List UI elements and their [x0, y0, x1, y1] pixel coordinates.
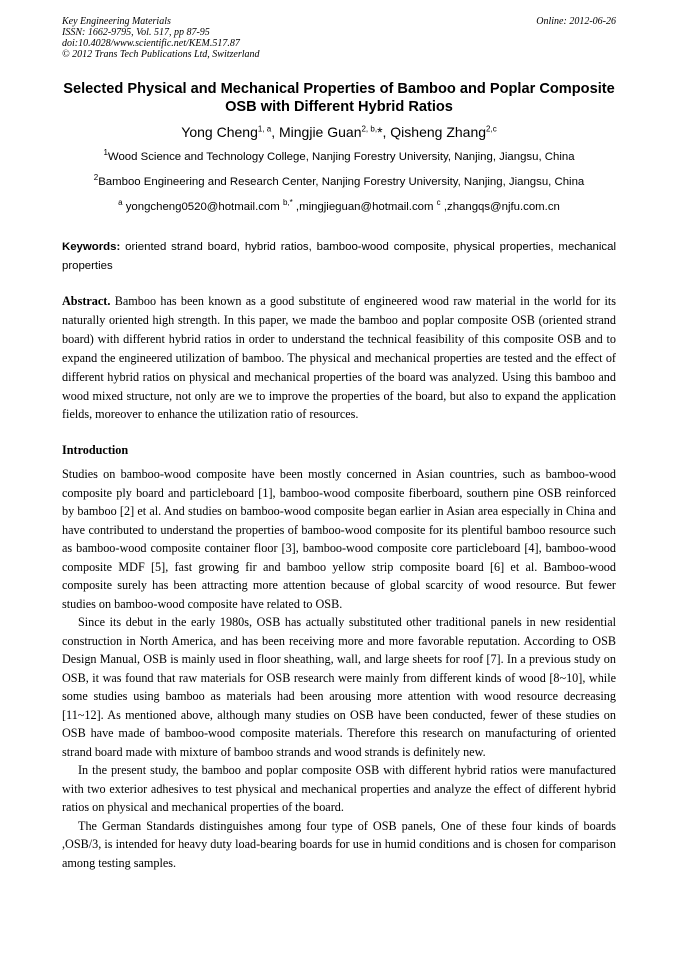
author-separator: , — [271, 124, 279, 140]
abstract-block — [62, 292, 616, 424]
keywords-block — [62, 238, 616, 276]
email-address[interactable]: ,mingjieguan@hotmail.com — [295, 201, 434, 213]
body-paragraph: In the present study, the bamboo and poplar composite OSB with different hybrid ratios were manufactured with two exterior adhesives to test physical and mechanical properties and analyze the effect of different hybrid ratios on physical and mechanical properties of the board. — [62, 763, 616, 814]
email-address[interactable]: yongcheng0520@hotmail.com — [125, 201, 280, 213]
author-name: Yong Cheng — [181, 124, 258, 140]
corresponding-star: * — [377, 124, 383, 140]
introduction-body — [62, 465, 616, 872]
abstract-text: Bamboo has been known as a good substitute of engineered wood raw material in the world for its naturally oriented high strength. In this paper, we made the bamboo and poplar composite OSB (oriented strand board) with different hybrid ratios in order to understand the technical feasibility of this composite OSB and to expand the engineered utilization of bamboo. The physical and mechanical properties are tested and the effect of different hybrid ratios on physical and mechanical properties of the board was analyzed. Using this bamboo and wood mixed structure, not only are we to improve the properties of the board, but also to expand the application fields, moreover to enhance the utilization ratio of resources. — [62, 294, 616, 422]
body-paragraph: Studies on bamboo-wood composite have been mostly concerned in Asian countries, such as bamboo-wood composite ply board and particleboard [1], bamboo-wood composite fiberboard, southern pine OSB reinforced by bamboo [2] et al. And studies on bamboo-wood composite began earlier in Asian area especially in China and have contributed to understand the properties of bamboo-wood composite for its plentiful bamboo resource such as bamboo-wood composite container floor [3], bamboo-wood composite core particleboard [4], bamboo-wood composite MDF [5], fast growing fir and bamboo yellow strip composite board [6] et al. Bamboo-wood composite surely has been attracting more attention because of global scarcity of wood resource. But fewer studies on bamboo-wood composite have related to OSB. — [62, 467, 616, 611]
paper-title: Selected Physical and Mechanical Properties of Bamboo and Poplar Composite OSB with Different Hybrid Ratios — [63, 81, 615, 115]
author-superscript: 2, b, — [361, 124, 378, 134]
online-date: Online: 2012-06-26 — [536, 16, 616, 27]
email-superscript: a — [118, 198, 123, 208]
affiliation-2 — [62, 175, 616, 189]
affiliation-superscript: 1 — [103, 148, 108, 158]
email-list — [62, 200, 616, 214]
email-address[interactable]: ,zhangqs@njfu.com.cn — [443, 201, 560, 213]
keywords-text: oriented strand board, hybrid ratios, bamboo-wood composite, physical properties, mechanical properties — [62, 241, 616, 272]
affiliation-text: Bamboo Engineering and Research Center, Nanjing Forestry University, Nanjing, Jiangsu, China — [98, 176, 585, 188]
journal-header — [62, 16, 616, 60]
body-paragraph: The German Standards distinguishes among four type of OSB panels, One of these four kinds of boards ,OSB/3, is intended for heavy duty load-bearing boards for use in humid conditions and is chosen for comparison among testing samples. — [62, 818, 616, 870]
author-superscript: 1, a — [257, 124, 272, 134]
journal-issn: ISSN: 1662-9795, Vol. 517, pp 87-95 — [62, 27, 210, 38]
body-paragraph: Since its debut in the early 1980s, OSB has actually substituted other traditional panels in new residential construction in North America, and has been receiving more and more favorable reputation. According to OSB Design Manual, OSB is mainly used in floor sheathing, wall, and large sheets for roof [7]. In a previous study on OSB, it was found that raw materials for OSB research were mainly from different kinds of wood [8~10], while some studies using bamboo as materials had been arousing more attention with wood resource decreasing [11~12]. As mentioned above, although many studies on OSB have been conducted, fewer of these studies on OSB have made of bamboo-wood composite materials. Therefore this research on manufacturing of oriented strand board made with mixture of bamboo strands and wood strands is definitely new. — [62, 615, 616, 759]
affiliation-superscript: 2 — [93, 173, 99, 183]
journal-doi: doi:10.4028/www.scientific.net/KEM.517.87 — [62, 38, 240, 49]
affiliation-1 — [62, 150, 616, 164]
journal-name: Key Engineering Materials — [62, 16, 171, 27]
email-superscript: c — [436, 198, 441, 208]
author-name: Qisheng Zhang — [390, 124, 487, 140]
abstract-label: Abstract. — [62, 294, 111, 308]
affiliation-text: Wood Science and Technology College, Nanjing Forestry University, Nanjing, Jiangsu, China — [107, 151, 575, 163]
author-list — [62, 123, 616, 141]
author-separator: , — [382, 124, 391, 140]
keywords-label: Keywords: — [62, 241, 121, 253]
section-heading-introduction: Introduction — [62, 443, 129, 457]
email-superscript: b,* — [282, 198, 293, 208]
journal-copyright: © 2012 Trans Tech Publications Ltd, Switzerland — [62, 49, 260, 60]
author-superscript: 2,c — [486, 124, 497, 134]
author-name: Mingjie Guan — [278, 124, 362, 140]
